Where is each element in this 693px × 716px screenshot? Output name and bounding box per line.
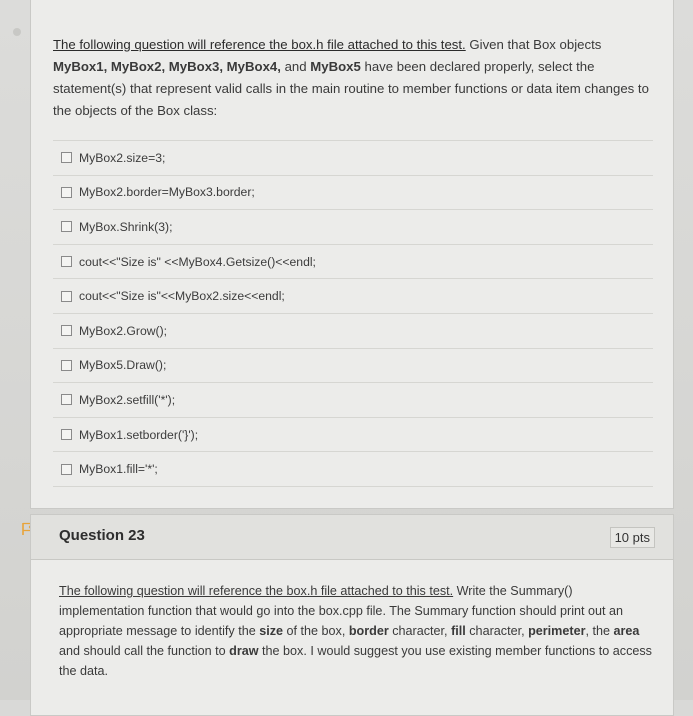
answer-label: MyBox1.setborder('}'); [79, 427, 199, 442]
answer-label: MyBox.Shrink(3); [79, 219, 173, 234]
answer-option[interactable] [53, 140, 653, 175]
answer-option[interactable] [53, 278, 653, 313]
answer-option[interactable] [53, 244, 653, 279]
answer-label: MyBox2.setfill('*'); [79, 392, 176, 407]
body-bold-border: border [348, 624, 389, 638]
question-header [31, 515, 673, 560]
checkbox-icon[interactable] [61, 464, 72, 475]
checkbox-icon[interactable] [61, 360, 72, 371]
answer-option[interactable] [53, 175, 653, 210]
answer-option[interactable] [53, 417, 653, 452]
question-points: 10 pts [610, 527, 655, 548]
prompt-link-text[interactable]: The following question will reference the box.h file attached to this test. [53, 37, 466, 52]
checkbox-icon[interactable] [61, 394, 72, 405]
checkbox-icon[interactable] [61, 325, 72, 336]
prompt-bold-text: MyBox1, MyBox2, MyBox3, MyBox4, [53, 59, 281, 74]
body-text: of the box, [283, 624, 349, 638]
answer-label: MyBox2.border=MyBox3.border; [79, 185, 255, 200]
answer-label: cout<<"Size is"<<MyBox2.size<<endl; [79, 289, 285, 304]
body-text: , the [585, 624, 614, 638]
answer-option[interactable] [53, 313, 653, 348]
body-text: character, [388, 624, 452, 638]
answer-label: cout<<"Size is" <<MyBox4.Getsize()<<endl; [79, 254, 316, 269]
body-text: the box. I would suggest you use existing member functions to access the data. [59, 644, 652, 678]
prompt-text-and: and [280, 59, 311, 74]
checkbox-icon[interactable] [61, 429, 72, 440]
body-bold-area: area [613, 624, 640, 638]
checkbox-icon[interactable] [61, 152, 72, 163]
body-bold-fill: fill [451, 624, 466, 638]
body-text: character, [465, 624, 529, 638]
question-body [59, 581, 659, 681]
answer-option[interactable] [53, 382, 653, 417]
body-link-text[interactable]: The following question will reference the box.h file attached to this test. [59, 584, 454, 598]
question-card-23 [30, 514, 674, 716]
answer-option[interactable] [53, 451, 653, 487]
prompt-text-rest: have been declared properly, select the statement(s) that represent valid calls in the main routine to member functions or data item changes to the objects of the Box class: [53, 59, 649, 118]
answer-label: MyBox2.size=3; [79, 150, 166, 165]
question-card-previous [30, 0, 674, 509]
body-bold-draw: draw [229, 644, 259, 658]
answer-list [53, 140, 653, 487]
prompt-text: Given that Box objects [465, 37, 602, 52]
question-title: Question 23 [59, 527, 145, 544]
bullet-dot-icon [13, 28, 21, 36]
body-text: and should call the function to [59, 644, 230, 658]
answer-label: MyBox2.Grow(); [79, 323, 168, 338]
answer-label: MyBox5.Draw(); [79, 358, 167, 373]
prompt-bold-text-2: MyBox5 [310, 59, 361, 74]
checkbox-icon[interactable] [61, 256, 72, 267]
question-prompt [53, 34, 653, 122]
checkbox-icon[interactable] [61, 221, 72, 232]
body-text: Write the Summary() implementation function that would go into the box.cpp file. The Summary function should print out an appropriate message to identify the [59, 584, 624, 638]
checkbox-icon[interactable] [61, 291, 72, 302]
body-bold-size: size [259, 624, 284, 638]
answer-option[interactable] [53, 209, 653, 244]
body-bold-perimeter: perimeter [528, 624, 586, 638]
answer-label: MyBox1.fill='*'; [79, 462, 158, 477]
checkbox-icon[interactable] [61, 187, 72, 198]
answer-option[interactable] [53, 348, 653, 383]
